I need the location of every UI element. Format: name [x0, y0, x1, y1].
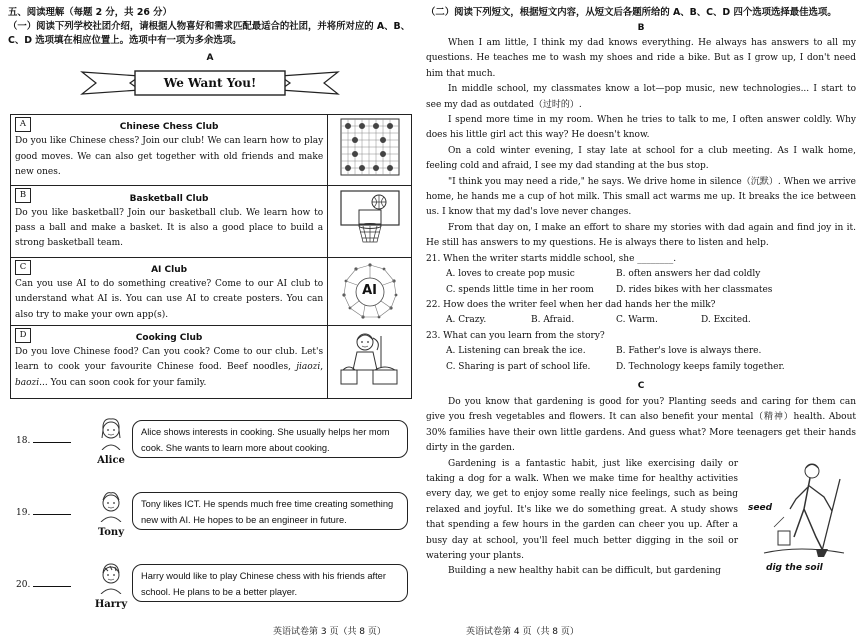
paragraph: "I think you may need a ride," he says. We drive home in silence（沉默）. When we arrive home, he hands me a cup of hot milk. This small act warms me up. It breaks the ice between us. I know that my dad's love never changes. — [426, 176, 856, 218]
person-name: Alice — [97, 455, 125, 467]
club-letter: C — [15, 260, 31, 275]
passage-c-label: C — [637, 380, 645, 391]
answer-blank[interactable] — [33, 514, 71, 515]
section-title: 五、阅读理解（每题 2 分，共 26 分） — [8, 7, 172, 18]
answer-blank[interactable] — [33, 586, 71, 587]
club-table — [10, 114, 412, 399]
paragraph: When I am little, I think my dad knows everything. He always has answers to all my questions. He teaches me to wash my shoes and ride a bike. But as I grow up, I don't need him that much. — [426, 38, 856, 79]
question-19 — [10, 488, 414, 540]
person-name: Harry — [94, 599, 128, 611]
club-body: Do you love Chinese food? Can you cook? Come to our club. Let's learn to cook your favourite Chinese food. Beef noodles, jiaozi, baozi... You can soon cook for your family. — [15, 347, 324, 388]
passage-c-wrap — [426, 457, 856, 580]
option-d[interactable]: D. rides bikes with her classmates — [616, 284, 773, 295]
question-number: 19. — [16, 506, 71, 521]
left-page — [8, 6, 412, 638]
club-row-a — [11, 115, 412, 186]
club-title: AI Club — [151, 265, 188, 276]
club-row-d — [11, 325, 412, 398]
page-footer: 英语试卷第 3 页（共 8 页） — [273, 627, 386, 637]
question-stem: 22. How does the writer feel when her dad hands her the milk? — [426, 299, 716, 310]
ai-brain-icon — [328, 257, 412, 325]
girl-avatar-icon — [96, 416, 126, 450]
question-number: 18. — [16, 434, 71, 449]
paragraph: In middle school, my classmates know a lot—pop music, new technologies... I start to see my dad as outdated（过时的）. — [426, 84, 856, 110]
question-18 — [10, 416, 414, 468]
option-a[interactable]: A. Listening can break the ice. — [446, 346, 586, 357]
paragraph: From that day on, I make an effort to share my stories with dad again and find joy in it. He still has answers to my questions. He is always there to listen and help. — [426, 222, 856, 249]
speech-bubble: Tony likes ICT. He spends much free time creating something new with AI. He hopes to be an engineer in future. — [132, 492, 408, 530]
cooking-girl-icon — [328, 325, 412, 398]
banner-title: We Want You! — [163, 76, 257, 91]
person-name: Tony — [97, 527, 125, 539]
question-stem: 21. When the writer starts middle school, she ________. — [426, 253, 677, 264]
club-title: Basketball Club — [129, 193, 209, 204]
page-footer: 英语试卷第 4 页（共 8 页） — [466, 627, 579, 637]
club-body: Do you like basketball? Join our basketball club. We learn how to pass a ball and make a basket. It is also a good place to build a strong basketball team. — [15, 207, 324, 249]
club-row-b — [11, 186, 412, 257]
gardening-figure — [744, 457, 856, 577]
question-22 — [426, 298, 856, 329]
club-title: Chinese Chess Club — [119, 122, 219, 133]
passage-a-label: A — [206, 53, 214, 63]
answer-blank[interactable] — [33, 442, 71, 443]
ai-image-text: AI — [362, 283, 378, 299]
speech-bubble: Harry would like to play Chinese chess with his friends after school. He plans to be a better player. — [132, 564, 408, 602]
speech-bubble: Alice shows interests in cooking. She usually helps her mom cook. She wants to learn more about cooking. — [132, 420, 408, 458]
passage-b-label: B — [637, 23, 645, 33]
option-c[interactable]: C. Warm. — [616, 315, 658, 326]
club-body: Can you use AI to do something creative? Come to our AI club to understand what AI is. You can use AI to create posters. You can also try to make your own app(s). — [15, 279, 324, 320]
boy-avatar-icon — [96, 488, 126, 522]
club-title: Cooking Club — [135, 333, 203, 344]
question-21 — [426, 252, 856, 298]
option-d[interactable]: D. Technology keeps family together. — [616, 361, 785, 372]
seed-label: seed — [748, 502, 773, 513]
part2-instruction: （二）阅读下列短文，根据短文内容，从短文后各题所给的 A、B、C、D 四个选项选择最佳选项。 — [426, 7, 837, 18]
question-number: 20. — [16, 578, 71, 593]
boy-avatar-icon — [96, 560, 126, 594]
paragraph: Building a new healthy habit can be difficult, but gardening — [448, 566, 721, 577]
option-d[interactable]: D. Excited. — [701, 315, 751, 326]
option-c[interactable]: C. spends little time in her room — [446, 284, 594, 295]
paragraph: Do you know that gardening is good for you? Planting seeds and caring for them can give you fresh vegetables and flowers. It can also benefit your mental（精神）health. About 30% families have their own little gardens. And guess what? More teenagers get their hands dirty in the garden. — [426, 396, 856, 454]
club-letter: D — [15, 328, 31, 343]
option-b[interactable]: B. Father's love is always there. — [616, 346, 762, 357]
right-page — [426, 6, 856, 638]
option-a[interactable]: A. loves to create pop music — [446, 269, 575, 280]
option-c[interactable]: C. Sharing is part of school life. — [446, 361, 591, 372]
club-row-c — [11, 257, 412, 325]
person-alice — [90, 416, 132, 467]
paragraph: Gardening is a fantastic habit, just like exercising daily or taking a dog for a walk. When we make time for healthy activities every day, we get to enjoy some really nice feelings, such as being relaxed and joyful. It's like we do something great. A study shows that spending a few hours in the garden can cheer you up. After a busy day at school, you'll feel much better digging in the soil or watering your plants. — [426, 458, 738, 561]
paragraph: I spend more time in my room. When he tries to talk to me, I often answer coldly. Why does his little girl act this way? He doesn't know. — [426, 115, 856, 141]
club-letter: B — [15, 188, 31, 203]
person-harry — [90, 560, 132, 611]
dig-label: dig the soil — [766, 562, 823, 573]
paragraph: On a cold winter evening, I stay late at school for a club meeting. As I walk home, feeling cold and afraid, I see my dad standing at the bus stop. — [426, 145, 856, 172]
club-letter: A — [15, 117, 31, 132]
passage-b — [426, 36, 856, 252]
option-b[interactable]: B. often answers her dad coldly — [616, 269, 761, 280]
question-stem: 23. What can you learn from the story? — [426, 330, 605, 341]
banner — [80, 68, 340, 98]
question-20 — [10, 560, 414, 612]
person-tony — [90, 488, 132, 539]
club-body: Do you like Chinese chess? Join our club! We can learn how to play good moves. We can also get together with old friends and make new ones. — [15, 136, 324, 177]
option-a[interactable]: A. Crazy. — [446, 315, 487, 326]
question-23 — [426, 329, 856, 375]
option-b[interactable]: B. Afraid. — [531, 315, 575, 326]
basketball-hoop-icon — [328, 186, 412, 257]
chess-board-icon — [328, 115, 412, 186]
part1-instruction: （一）阅读下列学校社团介绍，请根据人物喜好和需求匹配最适合的社团，并将所对应的 A、B、C、D 选项填在相应位置上。选项中有一项为多余选项。 — [8, 21, 411, 46]
